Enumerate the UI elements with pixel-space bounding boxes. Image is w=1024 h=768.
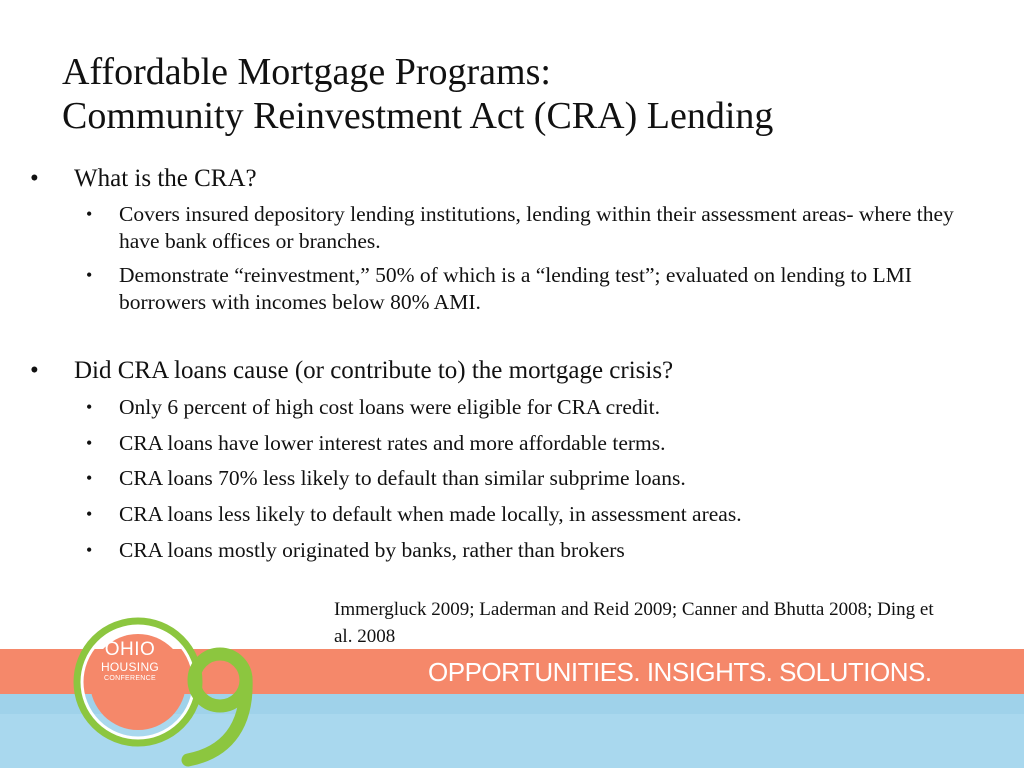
bullet-dot: • bbox=[86, 504, 93, 524]
bullet-text: What is the CRA? bbox=[74, 165, 257, 192]
bullet-dot: • bbox=[86, 204, 93, 224]
logo-text-conference: CONFERENCE bbox=[103, 675, 156, 682]
bullet-dot: • bbox=[86, 265, 93, 285]
bullet-dot: • bbox=[86, 468, 93, 488]
bullet-dot: • bbox=[86, 397, 93, 417]
sub-bullet-text: Demonstrate “reinvestment,” 50% of which is a “lending test”; evaluated on lending to LMI borrowers with incomes below 80% AMI. bbox=[119, 263, 912, 314]
bullet-dot: • bbox=[86, 540, 93, 560]
bullet-dot: • bbox=[86, 433, 93, 453]
sub-bullet-text: Covers insured depository lending institutions, lending within their assessment areas- where they have bank offices or branches. bbox=[119, 202, 954, 253]
bullet-dot: • bbox=[30, 165, 39, 192]
title-line-2: Community Reinvestment Act (CRA) Lending bbox=[62, 95, 774, 137]
title-line-1: Affordable Mortgage Programs: bbox=[62, 51, 551, 93]
sub-bullet-text: CRA loans 70% less likely to default than similar subprime loans. bbox=[119, 466, 686, 490]
ohio-housing-logo bbox=[70, 612, 260, 768]
bullet-text: Did CRA loans cause (or contribute to) the mortgage crisis? bbox=[74, 357, 674, 384]
sub-bullet-text: CRA loans less likely to default when made locally, in assessment areas. bbox=[119, 502, 742, 526]
footer-tagline: OPPORTUNITIES. INSIGHTS. SOLUTIONS. bbox=[428, 657, 932, 687]
sub-bullet-text: CRA loans mostly originated by banks, rather than brokers bbox=[119, 538, 625, 562]
sub-bullet-text: CRA loans have lower interest rates and more affordable terms. bbox=[119, 431, 666, 455]
citation: Immergluck 2009; Laderman and Reid 2009; Canner and Bhutta 2008; Ding et al. 2008 bbox=[334, 599, 934, 647]
logo-text bbox=[90, 640, 170, 682]
logo-text-housing: HOUSING bbox=[100, 660, 160, 674]
bullet-dot: • bbox=[30, 357, 39, 384]
sub-bullet-text: Only 6 percent of high cost loans were eligible for CRA credit. bbox=[119, 395, 660, 419]
logo-text-ohio: OHIO bbox=[104, 639, 156, 660]
